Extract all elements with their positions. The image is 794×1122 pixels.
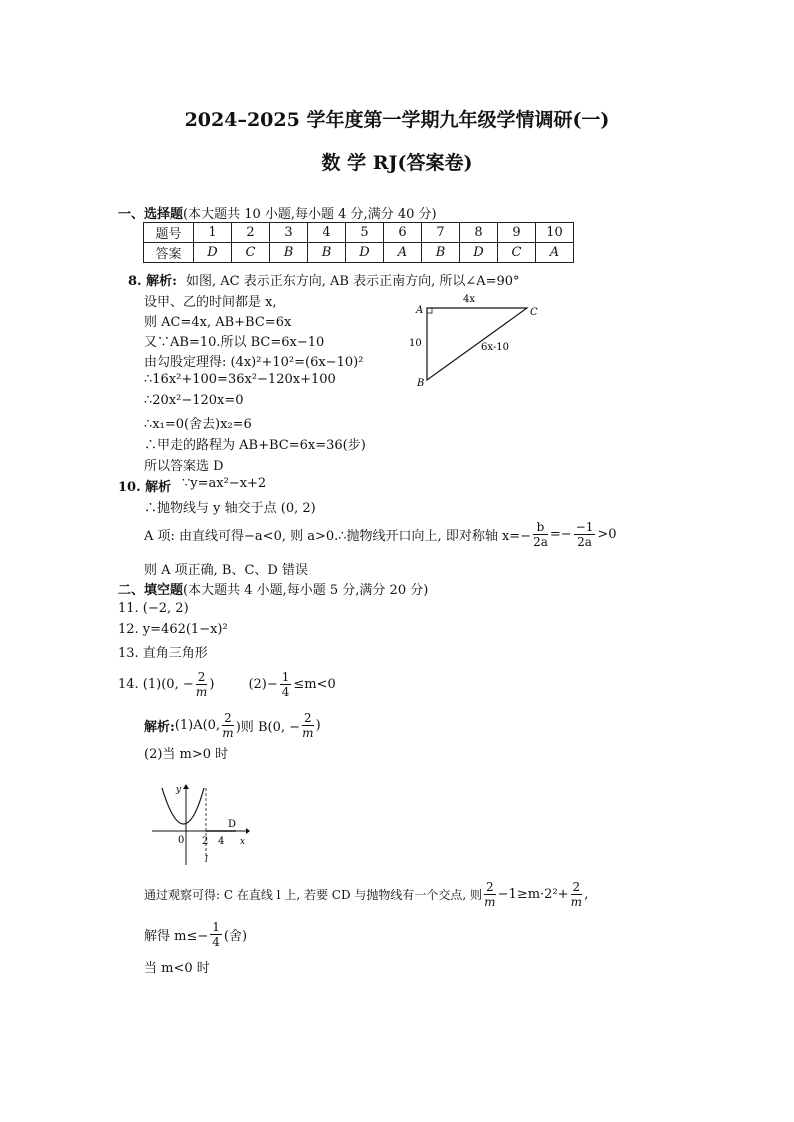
q14-text: ) (315, 718, 321, 733)
q10-line: ∴抛物线与 y 轴交于点 (0, 2) (144, 501, 316, 516)
numerator: 2 (486, 880, 494, 894)
origin-label: 0 (178, 835, 185, 846)
q14-text: 解得 m≤− (144, 929, 209, 944)
page-subtitle: 数 学 RJ(答案卷) (321, 152, 473, 174)
table-row-numbers (144, 223, 574, 243)
table-cell: B (308, 243, 346, 263)
fraction (484, 880, 496, 909)
numerator: 2 (572, 880, 581, 894)
q8-line: 又∵AB=10.所以 BC=6x−10 (144, 335, 325, 350)
table-cell: D (346, 243, 384, 263)
q14-case1: (2)当 m>0 时 (144, 747, 229, 762)
q14-text: , (584, 887, 589, 902)
side-ac-label: 4x (463, 294, 476, 305)
denominator: 4 (281, 685, 290, 699)
denominator: m (195, 685, 208, 699)
table-cell: D (460, 243, 498, 263)
parabola-curve (162, 788, 204, 824)
section1-note: (本大题共 10 小题,每小题 4 分,满分 40 分) (183, 207, 437, 222)
section1-header (118, 203, 437, 222)
q10-line: 则 A 项正确, B、C、D 错误 (144, 563, 308, 578)
answer-table (143, 222, 574, 263)
denominator: 4 (212, 935, 220, 949)
table-cell: C (498, 243, 536, 263)
table-row-answers (144, 243, 574, 263)
q14-observation (144, 880, 588, 909)
table-cell: B (270, 243, 308, 263)
vertex-a-label: A (416, 305, 424, 316)
q8-line: 所以答案选 D (144, 459, 224, 474)
table-cell: 4 (308, 223, 346, 243)
q10-text: =− (549, 527, 572, 542)
table-cell: 答案 (144, 243, 194, 263)
q8-line: ∴x₁=0(舍去)x₂=6 (144, 417, 252, 432)
table-cell: 题号 (144, 223, 194, 243)
table-cell: 10 (536, 223, 574, 243)
q14-text: 通过观察可得: C 在直线 l 上, 若要 CD 与抛物线有一个交点, 则 (144, 888, 483, 902)
q14-text: ≤m<0 (293, 677, 336, 692)
table-cell: B (422, 243, 460, 263)
point-d-label: D (228, 819, 237, 830)
denominator: m (302, 726, 314, 740)
table-cell: C (232, 243, 270, 263)
numerator: 2 (304, 711, 312, 725)
fraction (533, 520, 548, 549)
y-axis-label: y (176, 785, 182, 795)
q13-answer: 13. 直角三角形 (118, 646, 208, 661)
q14-text: (1)A(0, (174, 718, 221, 733)
fraction (222, 711, 234, 740)
denominator: 2a (577, 535, 592, 549)
q11-answer: 11. (−2, 2) (118, 601, 189, 616)
q14-text: )则 B(0, − (235, 720, 300, 735)
page-title: 2024–2025 学年度第一学期九年级学情调研(一) (184, 109, 610, 131)
q8-line: 设甲、乙的时间都是 x, (144, 295, 277, 310)
x-axis-label: x (240, 837, 246, 847)
q14-text: (2)− (248, 677, 278, 692)
x-axis-arrow (246, 828, 250, 834)
q14-case2: 当 m<0 时 (144, 961, 210, 976)
triangle-shape (427, 308, 527, 380)
numerator: b (533, 520, 548, 535)
q10-text: >0 (597, 527, 617, 542)
denominator: 2a (533, 535, 548, 549)
parabola-graph (150, 780, 260, 870)
q8-line: 由勾股定理得: (4x)²+10²=(6x−10)² (144, 355, 364, 370)
section1-heading: 一、选择题 (118, 207, 184, 222)
q10-line (144, 520, 617, 549)
side-ab-label: 10 (409, 338, 422, 349)
table-cell: 2 (232, 223, 270, 243)
table-cell: 5 (346, 223, 384, 243)
section2-heading: 二、填空题 (118, 583, 184, 598)
vertex-c-label: C (530, 307, 538, 318)
q14-result (144, 920, 247, 949)
q8-line: ∴甲走的路程为 AB+BC=6x=36(步) (144, 438, 366, 453)
q14-solution (144, 711, 321, 740)
section2-header (118, 579, 428, 598)
q14-text: −1≥m·2²+ (497, 887, 569, 902)
line-l-label: l (205, 855, 208, 865)
q14-text: 解析: (144, 720, 175, 735)
numerator: 1 (212, 920, 220, 934)
y-axis-arrow (183, 784, 189, 789)
triangle-figure (405, 288, 555, 393)
fraction (574, 520, 596, 549)
q10-label: 10. 解析 (118, 480, 172, 495)
q14-text: 14. (1)(0, − (118, 677, 194, 692)
table-cell: 1 (194, 223, 232, 243)
q12-answer: 12. y=462(1−x)² (118, 622, 228, 637)
q8-line: ∴20x²−120x=0 (144, 393, 244, 408)
tick-label: 4 (218, 836, 225, 847)
vertex-b-label: B (417, 378, 425, 389)
q8-line: 如图, AC 表示正东方向, AB 表示正南方向, 所以∠A=90° (186, 274, 520, 289)
denominator: m (222, 726, 234, 740)
tick-label: 2 (202, 836, 209, 847)
section2-note: (本大题共 4 小题,每小题 5 分,满分 20 分) (183, 583, 429, 598)
fraction (196, 670, 208, 699)
table-cell: 3 (270, 223, 308, 243)
denominator: m (570, 895, 583, 909)
numerator: 2 (197, 670, 206, 684)
fraction (571, 880, 583, 909)
table-cell: A (536, 243, 574, 263)
table-cell: 8 (460, 223, 498, 243)
side-bc-label: 6x-10 (481, 342, 509, 353)
q8-line: ∴16x²+100=36x²−120x+100 (144, 372, 336, 387)
right-angle-mark (427, 308, 432, 313)
fraction (210, 920, 222, 949)
table-cell: 6 (384, 223, 422, 243)
numerator: 2 (224, 711, 232, 725)
q10-line: ∵y=ax²−x+2 (182, 476, 267, 491)
table-cell: 7 (422, 223, 460, 243)
q14-text: (舍) (223, 929, 248, 944)
table-cell: A (384, 243, 422, 263)
table-cell: D (194, 243, 232, 263)
denominator: m (484, 895, 496, 909)
fraction (280, 670, 292, 699)
fraction (302, 711, 314, 740)
q14-answer (118, 670, 336, 699)
table-cell: 9 (498, 223, 536, 243)
numerator: 1 (281, 670, 290, 684)
q10-text: A 项: 由直线可得−a<0, 则 a>0.∴抛物线开口向上, 即对称轴 x=− (144, 529, 532, 544)
numerator: −1 (575, 520, 594, 534)
q14-text: ) (209, 677, 215, 692)
q8-line: 则 AC=4x, AB+BC=6x (144, 315, 292, 330)
q8-label: 8. 解析: (128, 274, 177, 289)
